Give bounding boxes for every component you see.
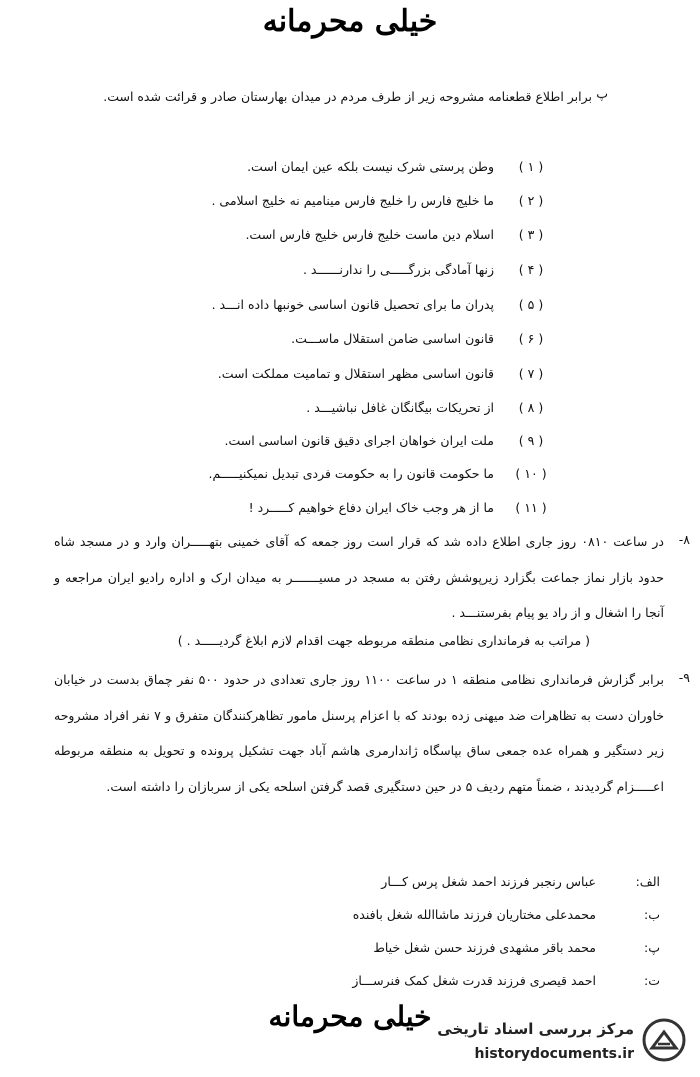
resolution-item bbox=[225, 424, 551, 456]
resolution-item bbox=[212, 288, 550, 320]
resolution-item bbox=[218, 357, 550, 389]
item-number: ( ۵ ) bbox=[518, 296, 544, 312]
section-number: ۹- bbox=[678, 670, 690, 685]
intro-paragraph: برابر اطلاع قطعنامه مشروحه زیر از طرف مردم در میدان بهارستان صادر و قرائت شده است. bbox=[103, 89, 592, 104]
watermark-title: مرکز بررسی اسناد تاریخی bbox=[437, 1020, 634, 1038]
item-number: ( ۳ ) bbox=[518, 226, 544, 242]
section-8-note bbox=[178, 624, 590, 656]
item-number: ( ۱۰ ) bbox=[515, 465, 547, 481]
person-text: محمدعلی مختاریان فرزند ماشاالله شغل بافنده bbox=[352, 906, 596, 922]
classification-stamp-top: خیلی محرمانه bbox=[262, 4, 438, 39]
item-text: وطن پرستی شرک نیست بلکه عین ایمان است. bbox=[247, 158, 494, 174]
person-label: پ: bbox=[644, 939, 660, 955]
person-entry bbox=[353, 899, 660, 929]
person-entry bbox=[352, 965, 660, 995]
classification-stamp-bottom: خیلی محرمانه bbox=[268, 1000, 432, 1033]
item-text: ما حکومت قانون را به حکومت فردی تبدیل نمیکنیـــــم. bbox=[208, 465, 494, 481]
section-8-paragraph: در ساعت ۰۸۱۰ روز جاری اطلاع داده شد که قرار است روز جمعه که آقای خمینی بتهـــــران وارد و در مسجد شاه حدود بازار نماز جماعت بگزارد زیرپوشش رفتن به مسجد در مسیـــــــر به میدان ارک و اداره رادیو ایران مراجعه و آنجا را اشغال و از راد یو پیام بفرستنـــد . bbox=[54, 534, 664, 620]
item-text: قانون اساسی ضامن استقلال ماســـت. bbox=[291, 330, 494, 346]
item-text: قانون اساسی مظهر استقلال و تمامیت مملکت است. bbox=[217, 365, 494, 381]
resolution-item bbox=[249, 491, 550, 523]
person-text: عباس رنجبر فرزند احمد شغل پرس کـــار bbox=[381, 873, 596, 889]
resolution-item bbox=[306, 391, 550, 423]
item-number: ( ۱ ) bbox=[518, 158, 544, 174]
note-text: ( مراتب به فرمانداری نظامی منطقه مربوطه جهت اقدام لازم ابلاغ گردیـــــد . ) bbox=[177, 632, 590, 648]
resolution-item bbox=[247, 150, 550, 182]
item-text: پدران ما برای تحصیل قانون اساسی خونبها داده انـــد . bbox=[211, 296, 494, 312]
item-number: ( ۷ ) bbox=[518, 365, 544, 381]
intro-marker: پ bbox=[596, 86, 608, 101]
archive-logo-icon bbox=[642, 1018, 686, 1062]
item-text: ملت ایران خواهان اجرای دقیق قانون اساسی است. bbox=[224, 432, 494, 448]
person-label: ب: bbox=[644, 906, 660, 922]
person-text: احمد قیصری فرزند قدرت شغل کمک فنرســـاز bbox=[352, 972, 596, 988]
person-entry bbox=[381, 866, 660, 896]
item-text: ما از هر وجب خاک ایران دفاع خواهیم کـــــرد ! bbox=[248, 499, 494, 515]
person-label: الف: bbox=[635, 873, 660, 889]
resolution-item bbox=[211, 184, 550, 216]
person-entry bbox=[373, 932, 660, 962]
item-number: ( ۹ ) bbox=[518, 432, 544, 448]
item-text: اسلام دین ماست خلیج فارس خلیج فارس است. bbox=[245, 226, 494, 242]
resolution-item bbox=[208, 457, 550, 489]
section-number: ۸- bbox=[678, 532, 690, 547]
resolution-item bbox=[245, 218, 550, 250]
resolution-item bbox=[303, 253, 550, 285]
item-number: ( ۱۱ ) bbox=[515, 499, 547, 515]
item-text: ما خلیج فارس را خلیج فارس مینامیم نه خلیج اسلامی . bbox=[211, 192, 494, 208]
resolution-item bbox=[291, 322, 550, 354]
item-number: ( ۲ ) bbox=[518, 192, 544, 208]
item-text: از تحریکات بیگانگان غافل نباشیـــد . bbox=[306, 399, 494, 415]
person-label: ت: bbox=[644, 972, 660, 988]
item-number: ( ۶ ) bbox=[518, 330, 544, 346]
section-9-paragraph: برابر گزارش فرمانداری نظامی منطقه ۱ در ساعت ۱۱۰۰ روز جاری تعدادی در حدود ۵۰۰ نفر چماق بدست در خیابان خاوران دست به تظاهرات ضد میهنی زده بودند که با اعزام پرسنل مامور تظاهرکنندگان متفرق و ۷ نفر افراد مشروحه زیر دستگیر و همراه عده جمعی ساق بپاسگاه ژاندارمری هاشم آباد جهت تشکیل پرونده و تحویل به منطقه مربوطه اعـــــزام گردیدند ، ضمناً متهم ردیف ۵ در حین دستگیری قصد گرفتن اسلحه یکی از سربازان را داشته است. bbox=[54, 672, 664, 794]
item-number: ( ۸ ) bbox=[518, 399, 544, 415]
item-number: ( ۴ ) bbox=[518, 261, 544, 277]
watermark bbox=[392, 1010, 692, 1072]
watermark-url: historydocuments.ir bbox=[474, 1046, 634, 1062]
item-text: زنها آمادگی بزرگـــــی را ندارنــــــد . bbox=[302, 261, 494, 277]
person-text: محمد باقر مشهدی فرزند حسن شغل خیاط bbox=[373, 939, 596, 955]
